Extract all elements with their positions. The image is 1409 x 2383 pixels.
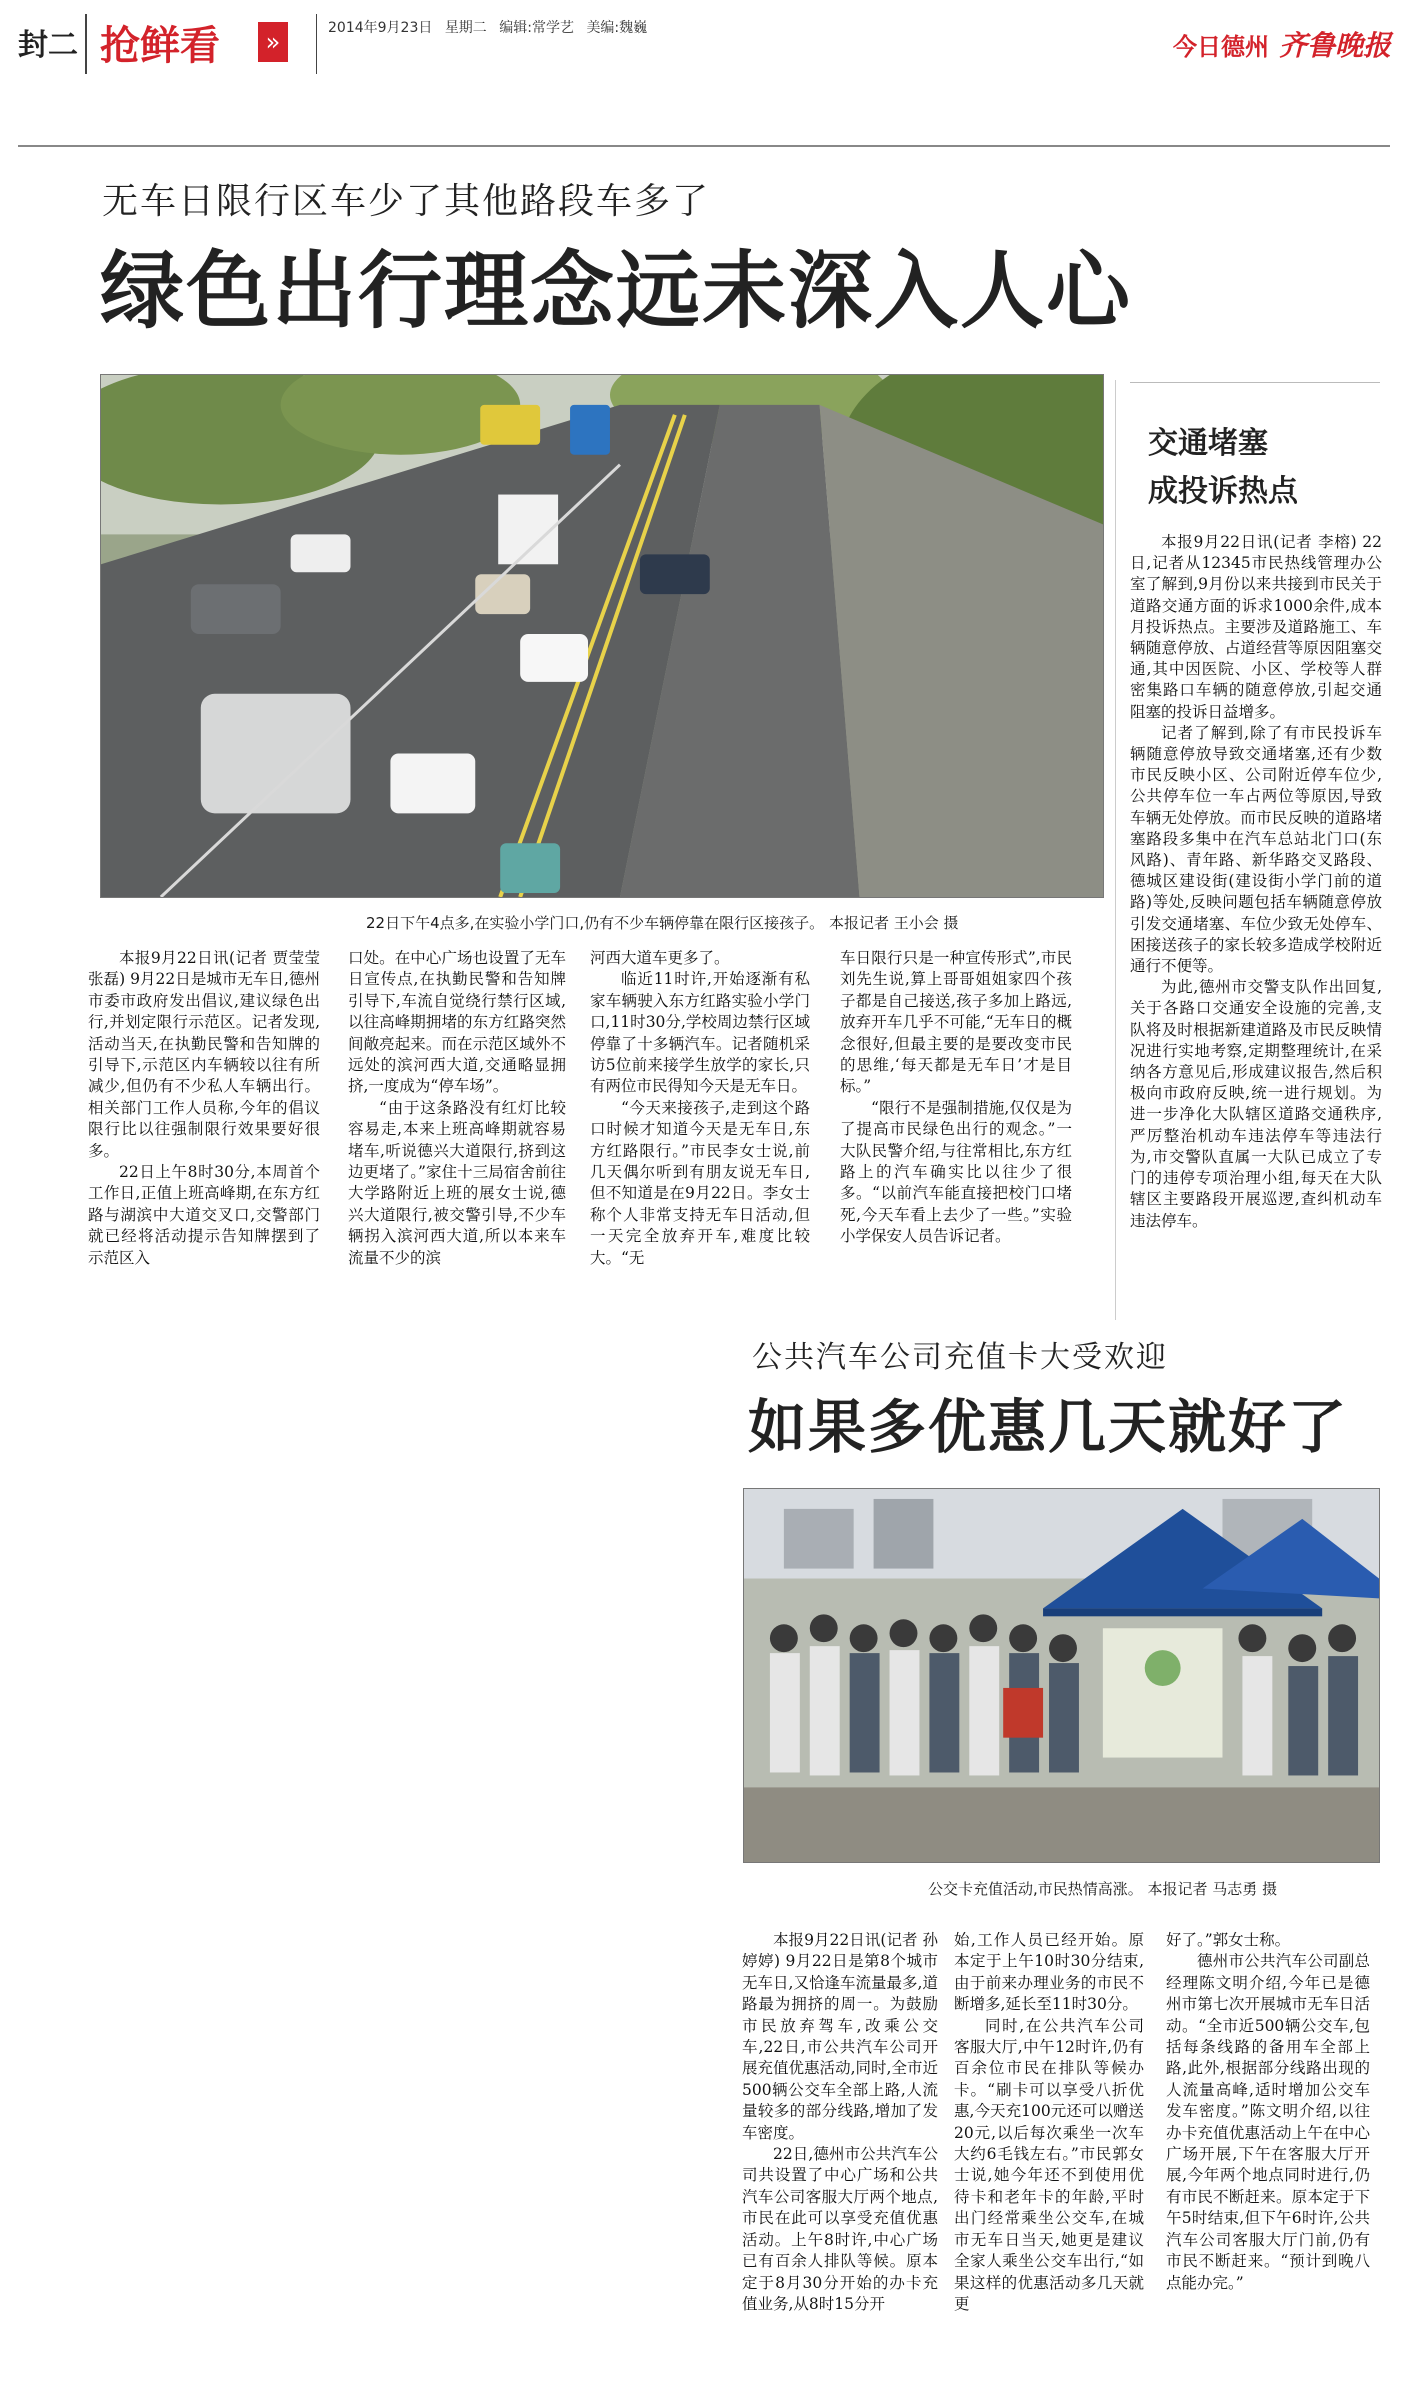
paragraph: 河西大道车更多了。	[590, 949, 730, 967]
paragraph: “今天来接孩子,走到这个路口时候才知道今天是无车日,东方红路限行。”市民李女士说,前几天偶尔听到有朋友说无车日,但不知道是在9月22日。李女士称个人非常支持无车日活动,但一天完全放弃开车,难度比较大。“无	[590, 1098, 810, 1267]
paragraph: 好了。”郭女士称。	[1166, 1931, 1291, 1949]
masthead	[1173, 24, 1391, 64]
paragraph: 为此,德州市交警支队作出回复,关于各路口交通安全设施的完善,支队将及时根据新建道路及市民反映情况进行实地考察,定期整理统计,在采纳各方意见后,形成建议报告,然后积极向市政府反映,统一进行规划。为进一步净化大队辖区道路交通秩序,严厉整治机动车违法停车等违法行为,市交警队直属一大队已成立了专门的违停专项治理小组,每天在大队辖区主要路段开展巡逻,查纠机动车违法停车。	[1130, 978, 1382, 1230]
sidebar-headline-line-1: 交通堵塞	[1148, 426, 1268, 461]
article1-column-2	[348, 948, 566, 1269]
publication-logo: 齐鲁晚报	[1278, 29, 1391, 62]
photo-caption-2: 公交卡充值活动,市民热情高涨。 本报记者 马志勇 摄	[928, 1880, 1278, 1898]
article1-subtitle: 无车日限行区车少了其他路段车多了	[102, 181, 711, 222]
article2-column-1	[742, 1930, 938, 2315]
article1-column-3	[590, 948, 810, 1269]
paragraph: 车日限行只是一种宣传形式”,市民刘先生说,算上哥哥姐姐家四个孩子都是自己接送,孩子多加上路远,放弃开车几乎不可能,“无车日的概念很好,但最主要的是要改变市民的思维,‘每天都是无车日’才是目标。”	[840, 949, 1072, 1096]
header-divider-2	[316, 14, 317, 74]
sidebar-rule	[1130, 382, 1380, 383]
paragraph: 本报9月22日讯(记者 孙婷婷) 9月22日是第8个城市无车日,又恰逢车流量最多,道路最为拥挤的周一。为鼓励市民放弃驾车,改乘公交车,22日,市公共汽车公司开展充值优惠活动,同时,全市近500辆公交车全部上路,人流量较多的部分线路,增加了发车密度。	[742, 1931, 938, 2142]
photo-caption: 22日下午4点多,在实验小学门口,仍有不少车辆停靠在限行区接孩子。 本报记者 王小会 摄	[366, 914, 959, 932]
article1-headline: 绿色出行理念远未深入人心	[100, 242, 1133, 340]
paragraph: 22日上午8时30分,本周首个工作日,正值上班高峰期,在东方红路与湖滨中大道交叉口,交警部门就已经将活动提示告知牌摆到了示范区入	[88, 1163, 320, 1267]
paragraph: 临近11时许,开始逐渐有私家车辆驶入东方红路实验小学门口,11时30分,学校周边禁行区域停靠了十多辆汽车。记者随机采访5位前来接学生放学的家长,只有两位市民得知今天是无车日。	[590, 970, 810, 1096]
column-divider	[1115, 380, 1116, 1320]
article2-subtitle: 公共汽车公司充值卡大受欢迎	[752, 1340, 1168, 1375]
article1-column-1	[88, 948, 320, 1269]
header-divider	[85, 14, 87, 74]
paragraph: 本报9月22日讯(记者 李榕) 22日,记者从12345市民热线管理办公室了解到,9月份以来共接到市民关于道路交通方面的诉求1000余件,成本月投诉热点。主要涉及道路施工、车辆随意停放、占道经营等原因阻塞交通,其中因医院、小区、学校等人群密集路口车辆的随意停放,引起交通阻塞的投诉日益增多。	[1130, 533, 1382, 721]
paragraph: 德州市公共汽车公司副总经理陈文明介绍,今年已是德州市第七次开展城市无车日活动。“全市近500辆公交车,包括每条线路的备用车全部上路,此外,根据部分线路出现的人流量高峰,适时增加公交车发车密度。”陈文明介绍,以往办卡充值优惠活动上午在中心广场开展,下午在客服大厅开展,今年两个地点同时进行,仍有市民不断赶来。原本定于下午5时结束,但下午6时许,公共汽车公司客服大厅门前,仍有市民不断赶来。“预计到晚八点能办完。”	[1166, 1952, 1370, 2292]
article2-column-2	[954, 1930, 1144, 2315]
article2-column-3	[1166, 1930, 1370, 2294]
paragraph: 22日,德州市公共汽车公司共设置了中心广场和公共汽车公司客服大厅两个地点,市民在此可以享受充值优惠活动。上午8时许,中心广场已有百余人排队等候。原本定于8月30分开始的办卡充值业务,从8时15分开	[742, 2145, 938, 2313]
paragraph: “限行不是强制措施,仅仅是为了提高市民绿色出行的观念。”一大队民警介绍,与往常相比,东方红路上的汽车确实比以往少了很多。“以前汽车能直接把校门口堵死,今天车看上去少了一些。”实验小学保安人员告诉记者。	[840, 1098, 1072, 1246]
paragraph: 记者了解到,除了有市民投诉车辆随意停放导致交通堵塞,还有少数市民反映小区、公司附近停车位少,公共停车位一车占两位等原因,导致车辆无处停放。而市民反映的道路堵塞路段多集中在汽车总站北门口(东风路)、青年路、新华路交叉路段、德城区建设街(建设街小学门前的道路)等处,反映问题包括车辆随意停放引发交通堵塞、车位少致无处停车、困接送孩子的家长较多造成学校附近通行不便等。	[1130, 723, 1382, 976]
issue-date: 2014年9月23日	[328, 20, 433, 36]
designer-credit: 美编:魏巍	[586, 20, 648, 36]
paragraph: “由于这条路没有红灯比较容易走,本来上班高峰期就容易堵车,听说德兴大道限行,挤到这边更堵了。”家住十三局宿舍前往大学路附近上班的展女士说,德兴大道限行,被交警引导,不少车辆拐入滨河西大道,所以本来车流量不少的滨	[348, 1098, 566, 1267]
header-meta	[328, 17, 647, 37]
section-label: 封二	[18, 28, 78, 63]
bus-card-crowd-photo	[743, 1488, 1380, 1863]
paragraph: 本报9月22日讯(记者 贾莹莹 张磊) 9月22日是城市无车日,德州市委市政府发出倡议,建议绿色出行,并划定限行示范区。记者发现,活动当天,在执勤民警和告知牌的引导下,示范区内车辆较以往有所减少,但仍有不少私人车辆出行。相关部门工作人员称,今年的倡议限行比以往强制限行效果要好很多。	[88, 949, 320, 1160]
masthead-section: 今日德州	[1172, 33, 1269, 61]
article2-headline: 如果多优惠几天就好了	[748, 1393, 1349, 1461]
sidebar-body	[1130, 532, 1382, 1232]
column-title: 抢鲜看	[100, 23, 220, 69]
paragraph: 同时,在公共汽车公司客服大厅,中午12时许,仍有百余位市民在排队等候办卡。“刷卡可以享受八折优惠,今天充100元还可以赠送20元,以后每次乘坐一次车大约6毛钱左右。”市民郭女士说,她今年还不到使用优待卡和老年卡的年龄,平时出门经常乘坐公交车,在城市无车日当天,她更是建议全家人乘坐公交车出行,“如果这样的优惠活动多几天就更	[954, 2016, 1144, 2313]
header-rule	[18, 145, 1390, 147]
paragraph: 口处。在中心广场也设置了无车日宣传点,在执勤民警和告知牌引导下,车流自觉绕行禁行区域,以往高峰期拥堵的东方红路突然间敞亮起来。而在示范区域外不远处的滨河西大道,交通略显拥挤,一度成为“停车场”。	[348, 949, 566, 1096]
traffic-street-photo	[100, 374, 1104, 898]
paragraph: 始,工作人员已经开始。原本定于上午10时30分结束,由于前来办理业务的市民不断增多,延长至11时30分。	[954, 1931, 1144, 2014]
article1-column-4	[840, 948, 1072, 1248]
editor-credit: 编辑:常学艺	[499, 20, 574, 36]
issue-weekday: 星期二	[444, 20, 487, 36]
double-arrow-icon: »	[258, 22, 288, 62]
sidebar-headline	[1148, 420, 1298, 516]
sidebar-headline-line-2: 成投诉热点	[1148, 474, 1298, 509]
